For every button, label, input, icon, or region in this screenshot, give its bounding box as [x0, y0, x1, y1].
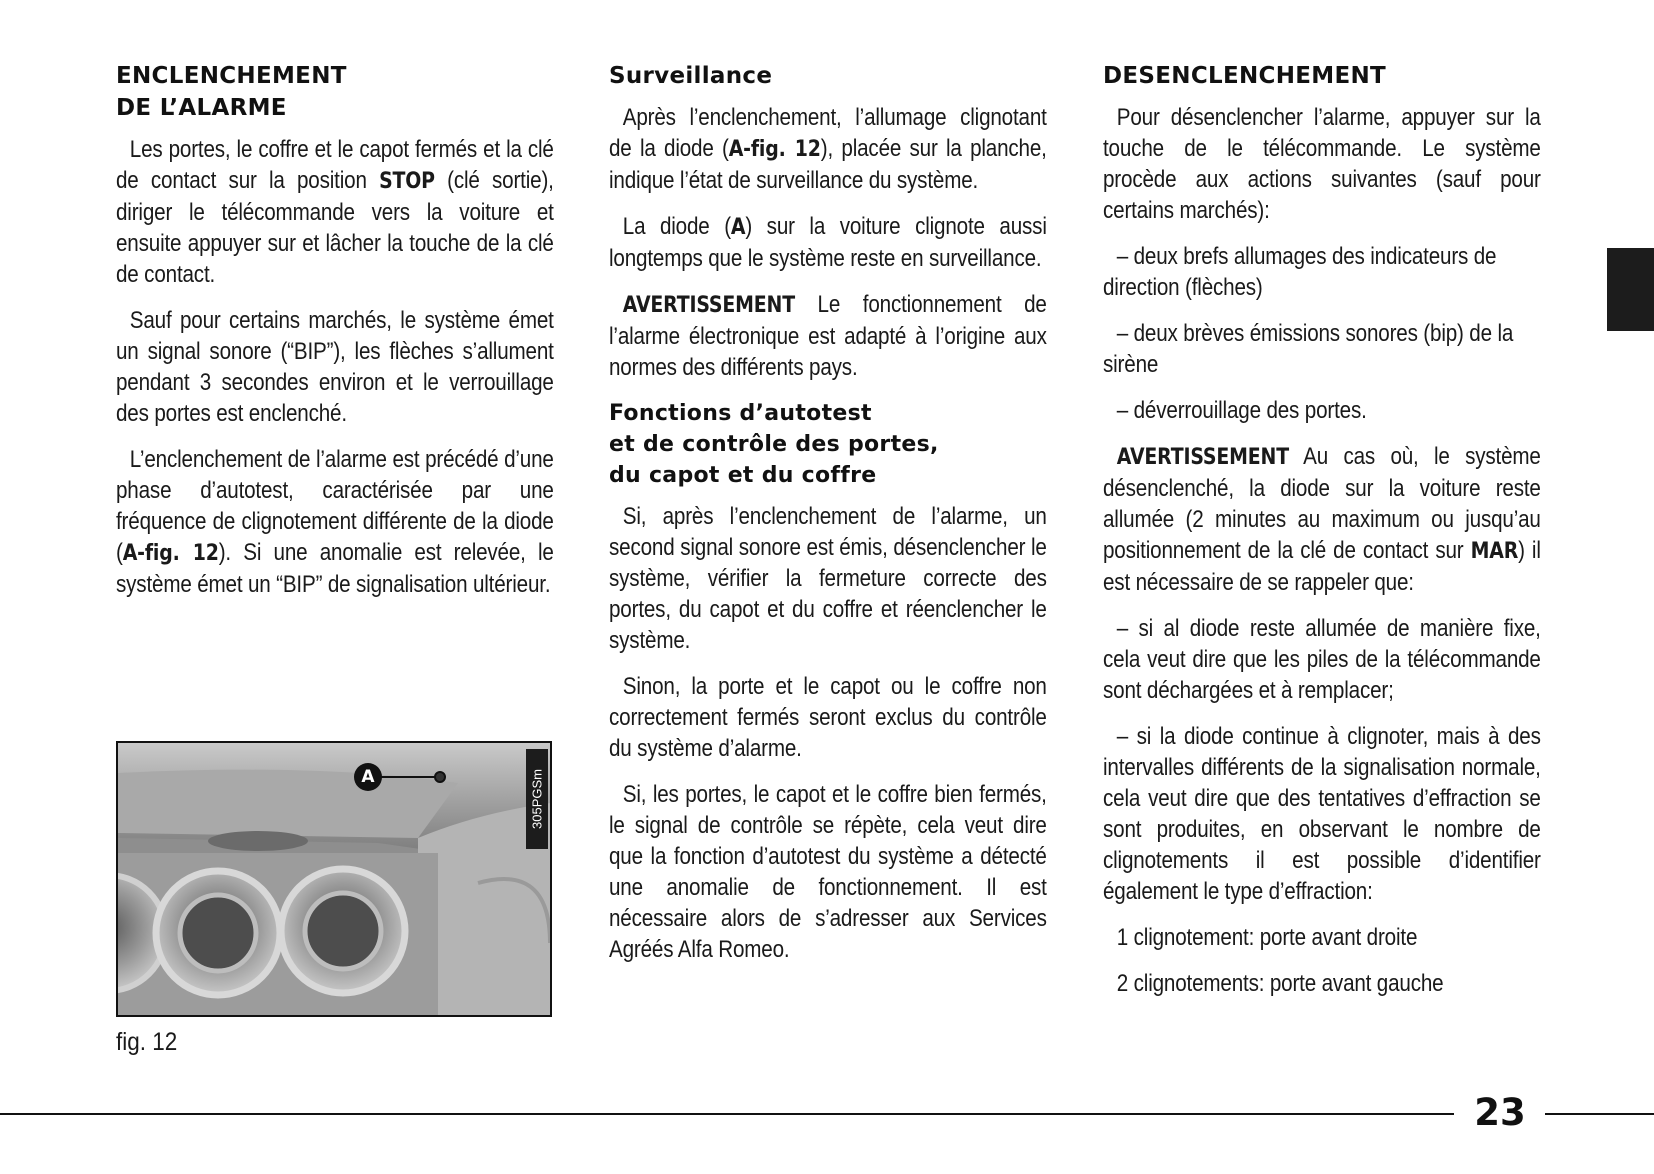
paragraph: Si, les portes, le capot et le coffre bien fermés, le signal de contrôle se répète, cela veut dire que la fonction d’autotest du système a détecté une anomalie de fonctionnement. Il est nécessaire alors de s’adresser aux Services Agréés Alfa Romeo. [609, 781, 1047, 963]
column-middle [609, 60, 1047, 980]
section-heading-desenclenchement: DESENCLENCHEMENT [1103, 63, 1387, 89]
dashboard-photo [116, 741, 552, 1017]
section-heading-autotest: Fonctions d’autotest et de contrôle des portes, du capot et du coffre [609, 401, 939, 488]
figure-code-badge: 305PGSm [526, 749, 548, 849]
paragraph: La diode (A) sur la voiture clignote aussi longtemps que le système reste en surveillance. [609, 213, 1047, 272]
list-item: – deux brèves émissions sonores (bip) de la sirène [1103, 320, 1514, 378]
figure-caption: fig. 12 [116, 1028, 178, 1056]
warning-paragraph: AVERTISSEMENT Au cas où, le système désenclenché, la diode sur la voiture reste allumée (2 minutes au maximum ou jusqu’au positionnement de la clé de contact sur MAR) il est nécessaire de se rappeler que: [1103, 443, 1541, 596]
section-heading-enclenchement: ENCLENCHEMENT DE L’ALARME [116, 63, 347, 121]
page-number: 23 [1474, 1091, 1526, 1134]
list-item: – déverrouillage des portes. [1116, 397, 1367, 424]
paragraph: Après l’enclenchement, l’allumage clignotant de la diode (A-fig. 12), placée sur la planche, indique l’état de surveillance du système. [609, 104, 1047, 194]
figure-marker-label: A [361, 767, 375, 787]
column-left [116, 60, 554, 615]
list-item: 2 clignotements: porte avant gauche [1116, 970, 1444, 997]
section-heading-surveillance: Surveillance [609, 63, 773, 89]
paragraph: Pour désenclencher l’alarme, appuyer sur la touche de le télécommande. Le système procède aux actions suivantes (sauf pour certains marchés): [1103, 104, 1541, 224]
list-item: – si la diode continue à clignoter, mais à des intervalles différents de la signalisation normale, cela veut dire que des tentatives d’effraction se sont produites, en observant le nombre de clignotements il est possible d’identifier également le type d’effraction: [1103, 723, 1541, 905]
paragraph: L’enclenchement de l’alarme est précédé d’une phase d’autotest, caractérisée par une fréquence de clignotement différente de la diode (A-fig. 12). Si une anomalie est relevée, le système émet un “BIP” de signalisation ultérieur. [116, 446, 554, 598]
paragraph: Les portes, le coffre et le capot fermés et la clé de contact sur la position STOP (clé sortie), diriger le télécommande vers la voiture et ensuite appuyer sur et lâcher la touche de la clé de contact. [116, 136, 554, 288]
footer-rule-right [1545, 1113, 1654, 1115]
list-item: – si al diode reste allumée de manière fixe, cela veut dire que les piles de la télécommande sont déchargées et à remplacer; [1103, 615, 1541, 704]
paragraph: Si, après l’enclenchement de l’alarme, un second signal sonore est émis, désenclencher le système, vérifier la fermeture correcte des portes, du capot et du coffre et réenclencher le système. [609, 503, 1047, 654]
list-item: – deux brefs allumages des indicateurs de direction (flèches) [1103, 243, 1497, 301]
list-item: 1 clignotement: porte avant droite [1116, 924, 1418, 951]
footer-rule-left [0, 1113, 1454, 1115]
paragraph: Sauf pour certains marchés, le système émet un signal sonore (“BIP”), les flèches s’allument pendant 3 secondes environ et le verrouillage des portes est enclenché. [116, 307, 554, 427]
warning-paragraph: AVERTISSEMENT Le fonctionnement de l’alarme électronique est adapté à l’origine aux normes des différents pays. [609, 291, 1047, 381]
chapter-tab-marker [1607, 248, 1654, 331]
dashboard-illustration [118, 743, 550, 1015]
column-right [1103, 60, 1541, 1014]
paragraph: Sinon, la porte et le capot ou le coffre non correctement fermés seront exclus du contrôle du système d’alarme. [609, 673, 1047, 762]
